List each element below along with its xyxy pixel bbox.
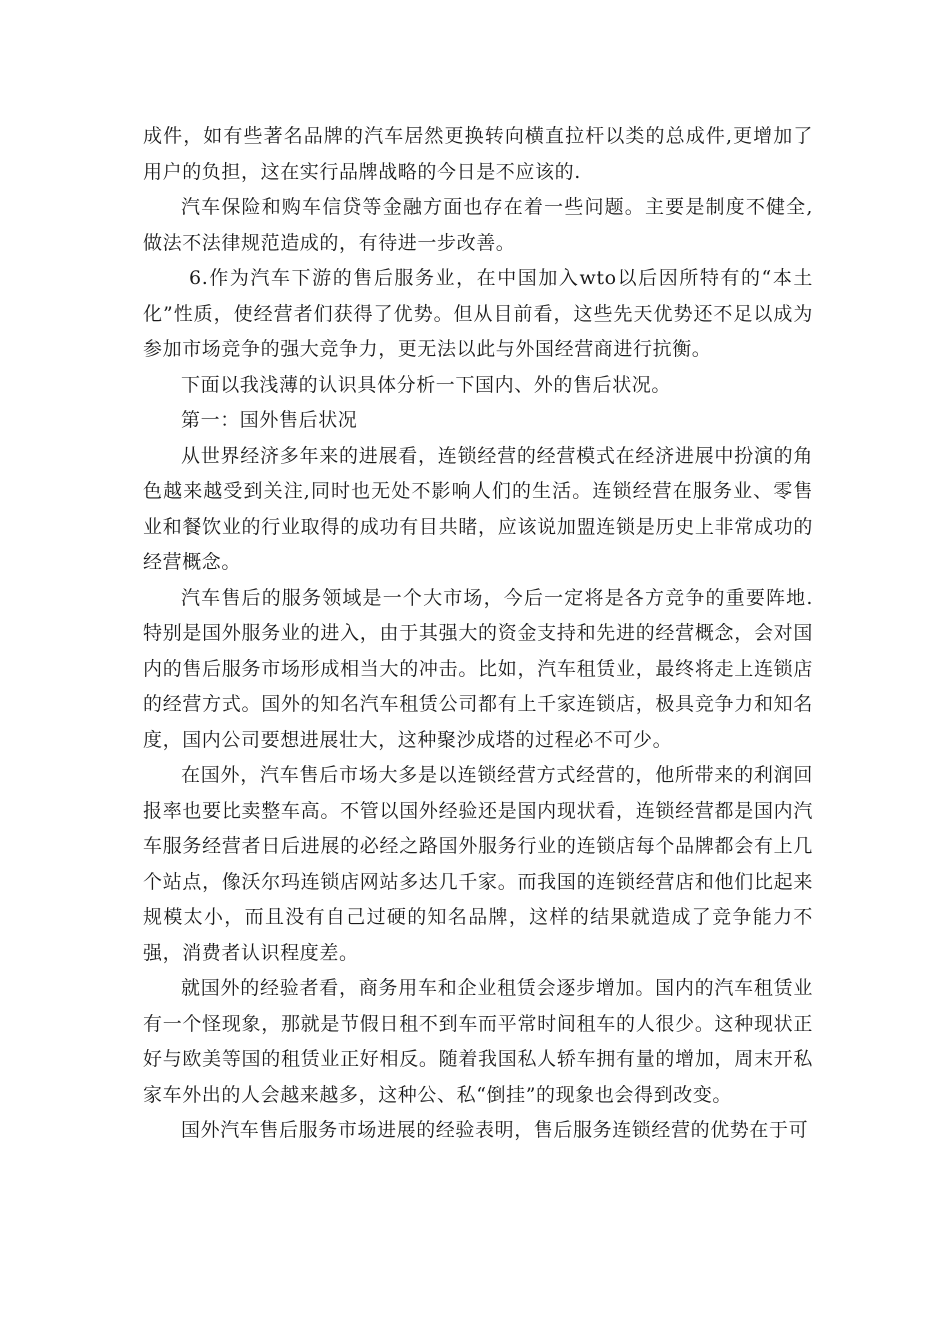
paragraph: 下面以我浅薄的认识具体分析一下国内、外的售后状况。 — [181, 373, 672, 396]
paragraph: 国外汽车售后服务市场进展的经验表明，售后服务连锁经营的优势在于可 — [181, 1119, 809, 1141]
paragraph: 6.作为汽车下游的售后服务业，在中国加入wto以后因所特有的“本土化”性质，使经营者们获得了优势。但从目前看，这些先天优势还不足以成为参加市场竞争的强大竞争力，更无法以此与外国经营商进行抗衡。 — [143, 267, 813, 360]
paragraph: 就国外的经验者看，商务用车和企业租赁会逐步增加。国内的汽车租赁业有一个怪现象，那就是节假日租不到车而平常时间租车的人很少。这种现状正好与欧美等国的租赁业正好相反。随着我国私人轿车拥有量的增加，周末开私家车外出的人会越来越多，这种公、私“倒挂”的现象也会得到改变。 — [143, 977, 813, 1106]
paragraph: 汽车售后的服务领域是一个大市场，今后一定将是各方竞争的重要阵地.特别是国外服务业的进入，由于其强大的资金支持和先进的经营概念，会对国内的售后服务市场形成相当大的冲击。比如，汽车租赁业，最终将走上连锁店的经营方式。国外的知名汽车租赁公司都有上千家连锁店，极具竞争力和知名度，国内公司要想进展壮大，这种聚沙成塔的过程必不可少。 — [143, 586, 813, 751]
document-body — [143, 119, 813, 1149]
section-heading: 第一：国外售后状况 — [181, 409, 358, 431]
paragraph: 成件，如有些著名品牌的汽车居然更换转向横直拉杆以类的总成件,更增加了用户的负担，这在实行品牌战略的今日是不应该的. — [143, 125, 813, 183]
paragraph: 从世界经济多年来的进展看，连锁经营的经营模式在经济进展中扮演的角色越来越受到关注,同时也无处不影响人们的生活。连锁经营在服务业、零售业和餐饮业的行业取得的成功有目共睹，应该说加盟连锁是历史上非常成功的经营概念。 — [143, 444, 813, 573]
paragraph: 在国外，汽车售后市场大多是以连锁经营方式经营的，他所带来的利润回报率也要比卖整车高。不管以国外经验还是国内现状看，连锁经营都是国内汽车服务经营者日后进展的必经之路国外服务行业的连锁店每个品牌都会有上几个站点，像沃尔玛连锁店网站多达几千家。而我国的连锁经营店和他们比起来规模太小，而且没有自己过硬的知名品牌，这样的结果就造成了竞争能力不强，消费者认识程度差。 — [143, 764, 813, 964]
paragraph: 汽车保险和购车信贷等金融方面也存在着一些问题。主要是制度不健全,做法不法律规范造成的，有待进一步改善。 — [143, 196, 813, 254]
